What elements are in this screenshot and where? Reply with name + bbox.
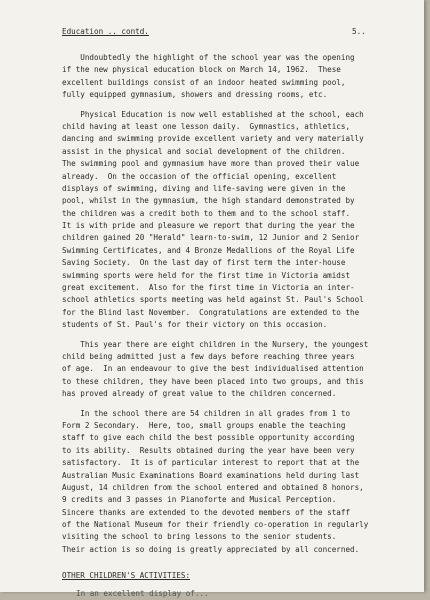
text-line: visiting the school to bring lessons to the senior students. [62,532,337,542]
text-line: child being admitted just a few days before reaching three years [62,351,355,361]
header-title: Education .. contd. [62,27,149,36]
text-line: Saving Society. On the last day of first term the inter-house [62,258,346,268]
text-line: school athletics sports meeting was held against St. Paul's School [62,295,364,305]
text-line: excellent buildings consist of an indoor heated swimming pool, [62,77,346,87]
text-line: displays of swimming, diving and life-saving were given in the [62,183,346,193]
text-line: staff to give each child the best possible opportunity according [62,433,355,443]
text-line: In the school there are 54 children in all grades from 1 to [62,408,351,418]
text-line: students of St. Paul's for their victory on this occasion. [62,320,328,330]
text-line: Form 2 Secondary. Here, too, small groups enable the teaching [62,420,346,430]
text-line: Sincere thanks are extended to the devoted members of the staff [62,507,351,517]
text-line: has proved already of great value to the children concerned. [62,389,337,399]
text-line: if the new physical education block on March 14, 1962. These [62,65,341,75]
text-line: fully equipped gymnasium, showers and dressing rooms, etc. [62,90,328,100]
text-line: Undoubtedly the highlight of the school year was the opening [62,53,355,62]
page-number: 5.. [352,27,366,36]
text-line: August, 14 children from the school entered and obtained 8 honors, [62,482,364,492]
text-line: dancing and swimming provide excellent variety and very materially [62,134,364,144]
paragraph [62,339,412,401]
text-line: swimming sports were held for the first time in Victoria amidst [62,270,351,280]
text-line: satisfactory. It is of particular interest to report that at the [62,458,360,468]
paragraph [62,109,412,332]
text-line: children gained 20 "Herald" learn-to-swim, 12 Junior and 2 Senior [62,233,360,243]
paragraph [62,408,412,557]
text-line: Australian Music Examinations Board examinations held during last [62,470,360,480]
text-line: It is with pride and pleasure we report that during the year the [62,221,355,231]
text-line: for the Blind last November. Congratulations are extended to the [62,307,360,317]
text-line: The swimming pool and gymnasium have more than proved their value [62,159,360,169]
text-line: assist in the physical and social development of the children. [62,146,346,156]
text-line: This year there are eight children in the Nursery, the youngest [62,339,369,349]
text-line: Physical Education is now well established at the school, each [62,109,364,119]
text-line: pool, whilst in the gymnasium, the high standard demonstrated by [62,196,355,206]
body-text [62,52,412,563]
text-line: the children was a credit both to them and to the school staff. [62,208,351,218]
text-line: Their action is so doing is greatly appreciated by all concerned. [62,544,360,554]
text-line: child having at least one lesson daily. Gymnastics, athletics, [62,121,351,131]
text-line: great excitement. Also for the first time in Victoria an inter- [62,283,355,293]
text-line: of the National Museum for their friendly co-operation in regularly [62,520,369,530]
paragraph [62,52,412,102]
text-line: of age. In an endeavour to give the best individualised attention [62,364,364,374]
text-line: Swimming Certificates, and 4 Bronze Medallions of the Royal Life [62,245,355,255]
section-heading: OTHER CHILDREN'S ACTIVITIES: [62,571,191,580]
text-line: 9 credits and 3 passes in Pianoforte and Musical Perception. [62,495,337,505]
text-line: to its ability. Results obtained during the year have been very [62,445,355,455]
text-line: already. On the occasion of the official opening, excellent [62,171,337,181]
partial-text-line: In an excellent display of... [76,589,209,598]
text-line: to these children, they have been placed into two groups, and this [62,376,364,386]
